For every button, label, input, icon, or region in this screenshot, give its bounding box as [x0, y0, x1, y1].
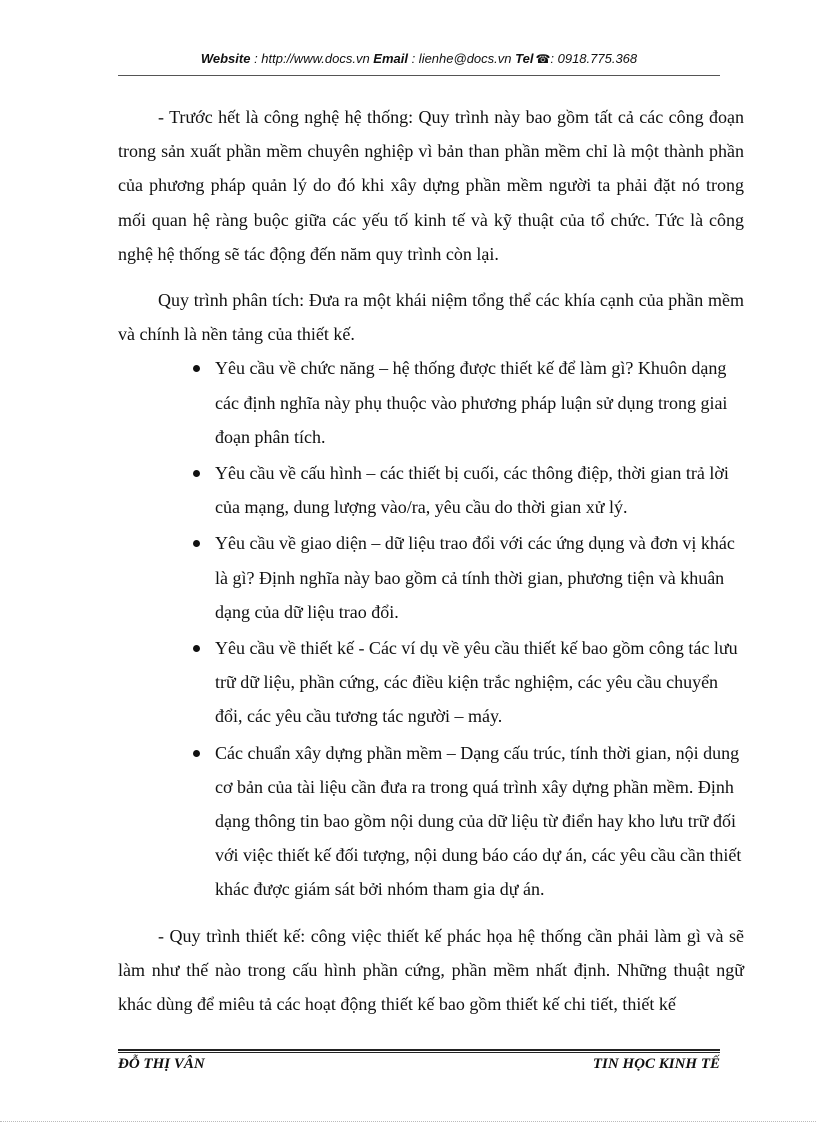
- list-item: [215, 631, 744, 734]
- bullet-icon: [193, 540, 200, 547]
- list-item: [215, 526, 744, 629]
- footer-department: TIN HỌC KINH TẾ: [592, 1056, 720, 1072]
- page-header: [118, 49, 720, 76]
- phone-number: : 0918.775.368: [550, 51, 638, 66]
- website-url[interactable]: : http://www.docs.vn: [250, 51, 374, 66]
- list-item-text: Yêu cầu về thiết kế - Các ví dụ về yêu cầu thiết kế bao gồm công tác lưu trữ dữ liệu, phần cứng, các điều kiện trắc nghiệm, các yêu cầu chuyển đổi, các yêu cầu tương tác người – máy.: [215, 638, 738, 727]
- list-item-text: Các chuẩn xây dựng phần mềm – Dạng cấu trúc, tính thời gian, nội dung cơ bản của tài liệu cần đưa ra trong quá trình xây dựng phần mềm. Định dạng thông tin bao gồm nội dung của dữ liệu từ điển hay kho lưu trữ đối với việc thiết kế đối tượng, nội dung báo cáo dự án, các yêu cầu cần thiết khác được giám sát bởi nhóm tham gia dự án.: [215, 742, 742, 900]
- footer-divider: [118, 1049, 720, 1051]
- page-edge-divider: [0, 1121, 816, 1122]
- tel-label: Tel: [515, 51, 534, 66]
- website-label: Website: [200, 51, 251, 66]
- requirements-list: [118, 351, 744, 906]
- bullet-icon: [193, 470, 200, 477]
- list-item-text: Yêu cầu về cấu hình – các thiết bị cuối, các thông điệp, thời gian trả lời của mạng, dung lượng vào/ra, yêu cầu do thời gian xử lý.: [215, 463, 729, 518]
- email-address[interactable]: : lienhe@docs.vn: [407, 51, 516, 66]
- bullet-icon: [193, 750, 200, 757]
- footer-divider-thin: [118, 1052, 720, 1053]
- list-item-text: Yêu cầu về giao diện – dữ liệu trao đổi với các ứng dụng và đơn vị khác là gì? Định nghĩa này bao gồm cả tính thời gian, phương tiện và khuân dạng của dữ liệu trao đổi.: [215, 533, 735, 622]
- bullet-icon: [193, 645, 200, 652]
- list-item-text: Yêu cầu về chức năng – hệ thống được thiết kế để làm gì? Khuôn dạng các định nghĩa này phụ thuộc vào phương pháp luận sử dụng trong giai đoạn phân tích.: [215, 358, 728, 447]
- email-label: Email: [373, 51, 408, 66]
- paragraph-design-process: - Quy trình thiết kế: công việc thiết kế phác họa hệ thống cần phải làm gì và sẽ làm như thế nào trong cấu hình phần cứng, phần mềm nhất định. Những thuật ngữ khác dùng để miêu tả các hoạt động thiết kế bao gồm thiết kế chi tiết, thiết kế: [118, 925, 744, 1015]
- paragraph-analysis-process: Quy trình phân tích: Đưa ra một khái niệm tổng thể các khía cạnh của phần mềm và chính là nền tảng của thiết kế.: [118, 290, 744, 345]
- phone-icon: ☎: [535, 52, 551, 66]
- footer-author: ĐỖ THỊ VÂN: [118, 1056, 205, 1072]
- bullet-icon: [193, 365, 200, 372]
- paragraph-system-engineering: - Trước hết là công nghệ hệ thống: Quy trình này bao gồm tất cả các công đoạn trong sản xuất phần mềm chuyên nghiệp vì bản than phần mềm chỉ là một thành phần của phương pháp quản lý do đó khi xây dựng phần mềm người ta phải đặt nó trong mối quan hệ ràng buộc giữa các yếu tố kinh tế và kỹ thuật của tổ chức. Tức là công nghệ hệ thống sẽ tác động đến năm quy trình còn lại.: [118, 107, 744, 264]
- list-item: [215, 456, 744, 524]
- list-item: [215, 351, 744, 454]
- list-item: [215, 736, 744, 907]
- document-body: [118, 100, 744, 1021]
